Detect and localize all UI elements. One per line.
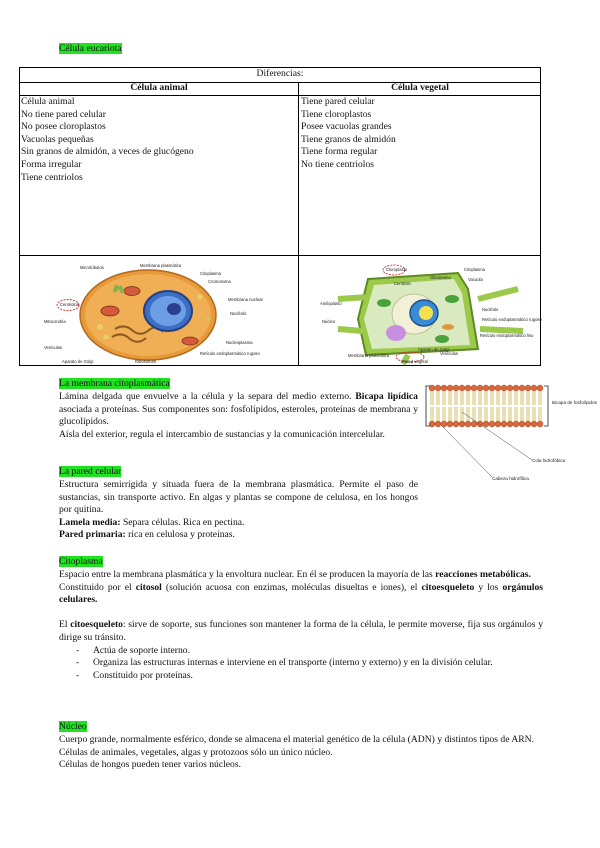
phospholipid-head — [501, 385, 507, 391]
list-item: No tiene centriolos — [301, 158, 374, 170]
pared-p1: Estructura semirrígida y situada fuera de la membrana plasmática. Permite el paso de sustancias, sin transporte activo. En algas y plantas se compone de celulosa, en los hongos por quitina. — [59, 479, 418, 516]
phospholipid-head — [477, 385, 483, 391]
phospholipid-head — [525, 421, 531, 427]
label-nucleoplasm: Nucleoplasma — [226, 340, 253, 345]
label-vesicles-plant: Vesículas — [440, 351, 458, 356]
phospholipid-head — [477, 421, 483, 427]
label-nucleus: Núcleo — [322, 319, 336, 324]
section-title-membrana: La membrana citoplasmática — [59, 378, 170, 389]
phospholipid-head — [453, 421, 459, 427]
list-item: Tiene cloroplastos — [301, 108, 372, 120]
list-item: - Constituido por proteínas. — [76, 670, 543, 683]
phospholipid-head — [465, 421, 471, 427]
phospholipid-head — [483, 385, 489, 391]
phospholipid-head — [495, 421, 501, 427]
phospholipid-head — [489, 421, 495, 427]
label-nucleolus-plant: Nucléolo — [482, 307, 499, 312]
phospholipid-head — [441, 385, 447, 391]
list-item: Forma irregular — [21, 158, 82, 170]
phospholipid-head — [519, 421, 525, 427]
section-title-citoplasma: Citoplasma — [59, 556, 103, 567]
phospholipid-head — [525, 385, 531, 391]
list-item: Tiene centriolos — [21, 171, 83, 183]
phospholipid-head — [465, 385, 471, 391]
phospholipid-head — [507, 421, 513, 427]
list-item: Tiene pared celular — [301, 96, 375, 107]
label-chromosome: Cromosoma — [208, 279, 231, 284]
phospholipid-head — [513, 421, 519, 427]
label-cytoplasm-plant: Citoplasma — [464, 267, 485, 272]
label-membrane-plant: Membrana plasmática — [348, 353, 390, 358]
phospholipid-head — [453, 385, 459, 391]
nucleo-p1: Cuerpo grande, normalmente esférico, donde se almacena el material genético de la célula (ADN) y distintos tipos de ARN. — [59, 734, 534, 745]
col-head-animal: Célula animal — [130, 82, 188, 93]
citoplasma-p3: El citoesqueleto: sirve de soporte, sus funciones son mantener la forma de la célula, le permite moverse, fija sus orgánulos y dirige su tránsito. — [59, 619, 543, 643]
phospholipid-head — [447, 421, 453, 427]
phospholipid-head — [435, 421, 441, 427]
label-microtubules: Microtúbulos — [80, 265, 104, 270]
membrana-p1: Lámina delgada que envuelve a la célula y la separa del medio externo. Bicapa lipídica asociada a proteínas. Sus componentes son: fosfolípidos, esteroles, proteínas de membrana y glucolípidos. — [59, 391, 418, 428]
phospholipid-head — [435, 385, 441, 391]
list-item: Posee vacuolas grandes — [301, 121, 392, 133]
section-title-pared: La pared celular — [59, 466, 122, 477]
nucleo-p2: Células de animales, vegetales, algas y protozoos sólo un único núcleo. — [59, 746, 333, 758]
differences-table — [19, 67, 541, 366]
label-wall: Pared vegetal — [402, 359, 428, 364]
label-nuclear-membrane: Membrana nuclear — [228, 297, 263, 302]
label-ser: Retículo endoplasmático liso — [480, 333, 534, 338]
label-centriole-plant: Centriolo — [394, 281, 411, 286]
label-glyoxysome: Glioxisoma — [430, 275, 451, 280]
animal-list — [21, 96, 194, 184]
label-golgi: Aparato de Golgi — [62, 359, 94, 364]
phospholipid-head — [495, 385, 501, 391]
list-item: Tiene granos de almidón — [301, 133, 396, 145]
label-vacuole: Vacuola — [468, 277, 483, 282]
col-head-vegetal: Célula vegetal — [391, 82, 449, 93]
label-cabeza: Cabeza hidrofílica — [492, 476, 529, 481]
label-ribosomes: Ribosomas — [135, 359, 156, 364]
label-cola: Cola hidrofóbica — [532, 458, 566, 463]
pared-text — [59, 479, 418, 542]
label-rer: Retículo endoplasmático rugoso — [482, 317, 542, 322]
list-item: Célula animal — [21, 96, 75, 107]
citoplasma-p1: Espacio entre la membrana plasmática y la envoltura nuclear. En él se producen la mayoría de las reacciones metabólicas. — [59, 569, 531, 580]
table-header: Diferencias: — [20, 68, 540, 83]
phospholipid-head — [501, 421, 507, 427]
label-amyloplast: Amiloplasto — [320, 301, 342, 306]
page-title: Célula eucariota — [59, 43, 122, 54]
citoplasma-text — [59, 569, 543, 682]
animal-cell-diagram — [40, 259, 280, 364]
vegetal-list — [301, 96, 396, 172]
phospholipid-head — [531, 421, 537, 427]
phospholipid-head — [507, 385, 513, 391]
phospholipid-head — [513, 385, 519, 391]
bicapa-line: Bicapa de fosfolípidos — [552, 400, 597, 405]
phospholipid-head — [519, 385, 525, 391]
list-item: - Actúa de soporte interno. — [76, 645, 543, 658]
phospholipid-head — [537, 385, 543, 391]
section-title-nucleo: Núcleo — [59, 721, 87, 732]
label-cytoplasm: Citoplasma — [200, 271, 221, 276]
label-reticulum: Retículo endoplasmático rugoso — [200, 351, 260, 356]
membrana-p2: Aísla del exterior, regula el intercambio de sustancias y la comunicación intercelular. — [59, 428, 385, 440]
label-vesicles: Vesículas — [44, 345, 62, 350]
membrana-text — [59, 391, 418, 441]
phospholipid-head — [471, 385, 477, 391]
nucleo-text — [59, 734, 543, 772]
list-item: Vacuolas pequeñas — [21, 133, 94, 145]
list-item: No tiene pared celular — [21, 108, 106, 120]
phospholipid-head — [483, 421, 489, 427]
list-item: Tiene forma regular — [301, 146, 378, 158]
phospholipid-head — [459, 421, 465, 427]
phospholipid-head — [459, 385, 465, 391]
citoesqueleto-list — [76, 645, 543, 683]
label-centriole: Centriolos — [60, 302, 79, 307]
label-nucleolus: Nucléolo — [230, 311, 247, 316]
label-mitochondria: Mitocondria — [44, 319, 66, 324]
list-item: Sin granos de almidón, a veces de glucógeno — [21, 146, 194, 158]
pared-primaria: Pared primaria: rica en celulosa y proteínas. — [59, 529, 235, 541]
phospholipid-head — [447, 385, 453, 391]
label-chloroplast: Cloroplasto — [386, 267, 408, 272]
phospholipid-head — [489, 385, 495, 391]
list-item: No posee cloroplastos — [21, 121, 106, 133]
phospholipid-head — [537, 421, 543, 427]
label-bicapa — [552, 400, 598, 405]
pared-lamela: Lamela media: Separa células. Rica en pectina. — [59, 516, 245, 528]
nucleo-p3: Células de hongos pueden tener varios núcleos. — [59, 759, 241, 771]
label-golgi-plant: Aparato de Golgi — [418, 347, 450, 352]
bilayer-diagram — [422, 382, 597, 492]
list-item: - Organiza las estructuras internas e interviene en el transporte (interno y externo) y en la división celular. — [76, 657, 543, 670]
citoplasma-p2: Constituido por el citosol (solución acuosa con enzimas, moléculas disueltas e iones), el citoesqueleto y los orgánulos celulares. — [59, 581, 543, 606]
phospholipid-head — [531, 385, 537, 391]
plant-cell-diagram — [318, 259, 540, 364]
label-membrane: Membrana plasmática — [140, 263, 182, 268]
